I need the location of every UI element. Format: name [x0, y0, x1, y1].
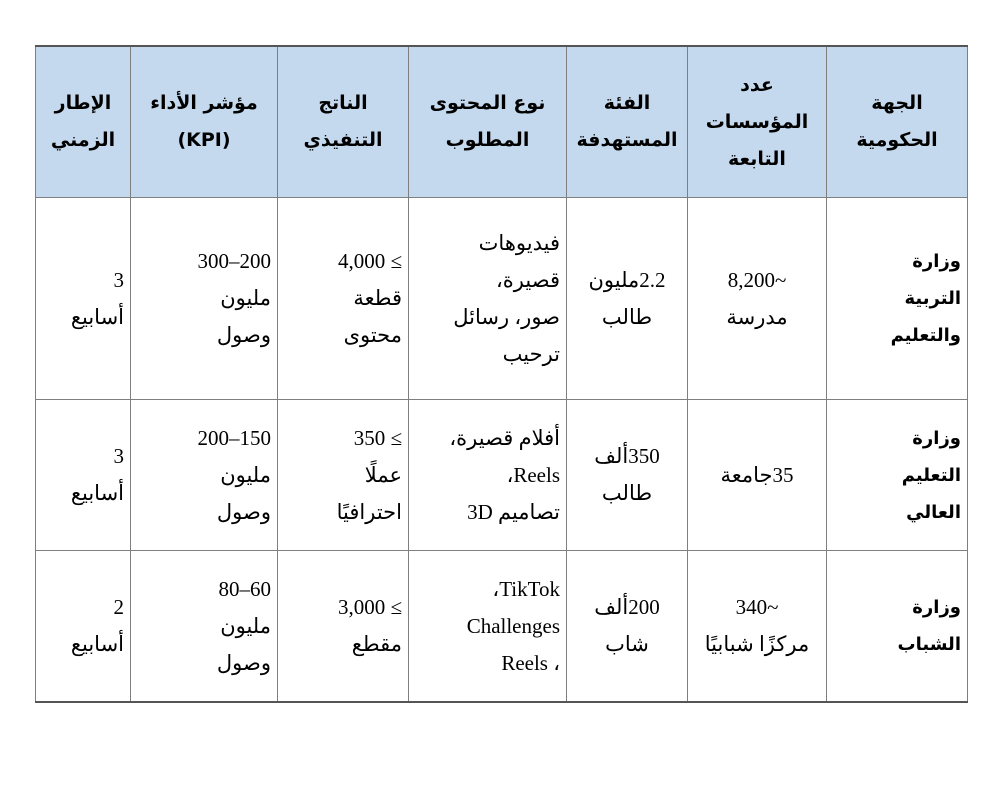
header-kpi: مؤشر الأداء (KPI): [131, 46, 278, 198]
kpi-table-container: [35, 45, 967, 703]
cell-content-type: فيديوهات قصيرة، صور، رسائل ترحيب: [409, 198, 567, 400]
header-content-type: نوع المحتوى المطلوب: [409, 46, 567, 198]
cell-timeframe: 2 أسابيع: [36, 551, 131, 703]
header-government-entity: الجهة الحكومية: [827, 46, 968, 198]
cell-target-group: 350ألف طالب: [567, 400, 688, 551]
cell-kpi: 60–80 مليون وصول: [131, 551, 278, 703]
cell-entity: وزارة التربية والتعليم: [827, 198, 968, 400]
cell-content-type: أفلام قصيرة، Reels، تصاميم 3D: [409, 400, 567, 551]
cell-kpi: 150–200 مليون وصول: [131, 400, 278, 551]
cell-output: ≥ 350 عملًا احترافيًا: [278, 400, 409, 551]
cell-target-group: 2.2مليون طالب: [567, 198, 688, 400]
header-timeframe: الإطار الزمني: [36, 46, 131, 198]
header-execution-output: الناتج التنفيذي: [278, 46, 409, 198]
table-row: [36, 400, 968, 551]
cell-institutions: ~340 مركزًا شبابيًا: [688, 551, 827, 703]
cell-output: ≥ 3,000 مقطع: [278, 551, 409, 703]
table-header-row: [36, 46, 968, 198]
table-row: [36, 551, 968, 703]
cell-kpi: 200–300 مليون وصول: [131, 198, 278, 400]
cell-entity: وزارة التعليم العالي: [827, 400, 968, 551]
cell-institutions: ~8,200 مدرسة: [688, 198, 827, 400]
cell-content-type: TikTok، Challenges ، Reels: [409, 551, 567, 703]
cell-institutions: 35جامعة: [688, 400, 827, 551]
cell-entity: وزارة الشباب: [827, 551, 968, 703]
header-affiliated-institutions: عدد المؤسسات التابعة: [688, 46, 827, 198]
table-row: [36, 198, 968, 400]
cell-timeframe: 3 أسابيع: [36, 198, 131, 400]
header-target-group: الفئة المستهدفة: [567, 46, 688, 198]
cell-timeframe: 3 أسابيع: [36, 400, 131, 551]
cell-output: ≥ 4,000 قطعة محتوى: [278, 198, 409, 400]
government-kpi-table: [35, 45, 968, 703]
cell-target-group: 200ألف شاب: [567, 551, 688, 703]
